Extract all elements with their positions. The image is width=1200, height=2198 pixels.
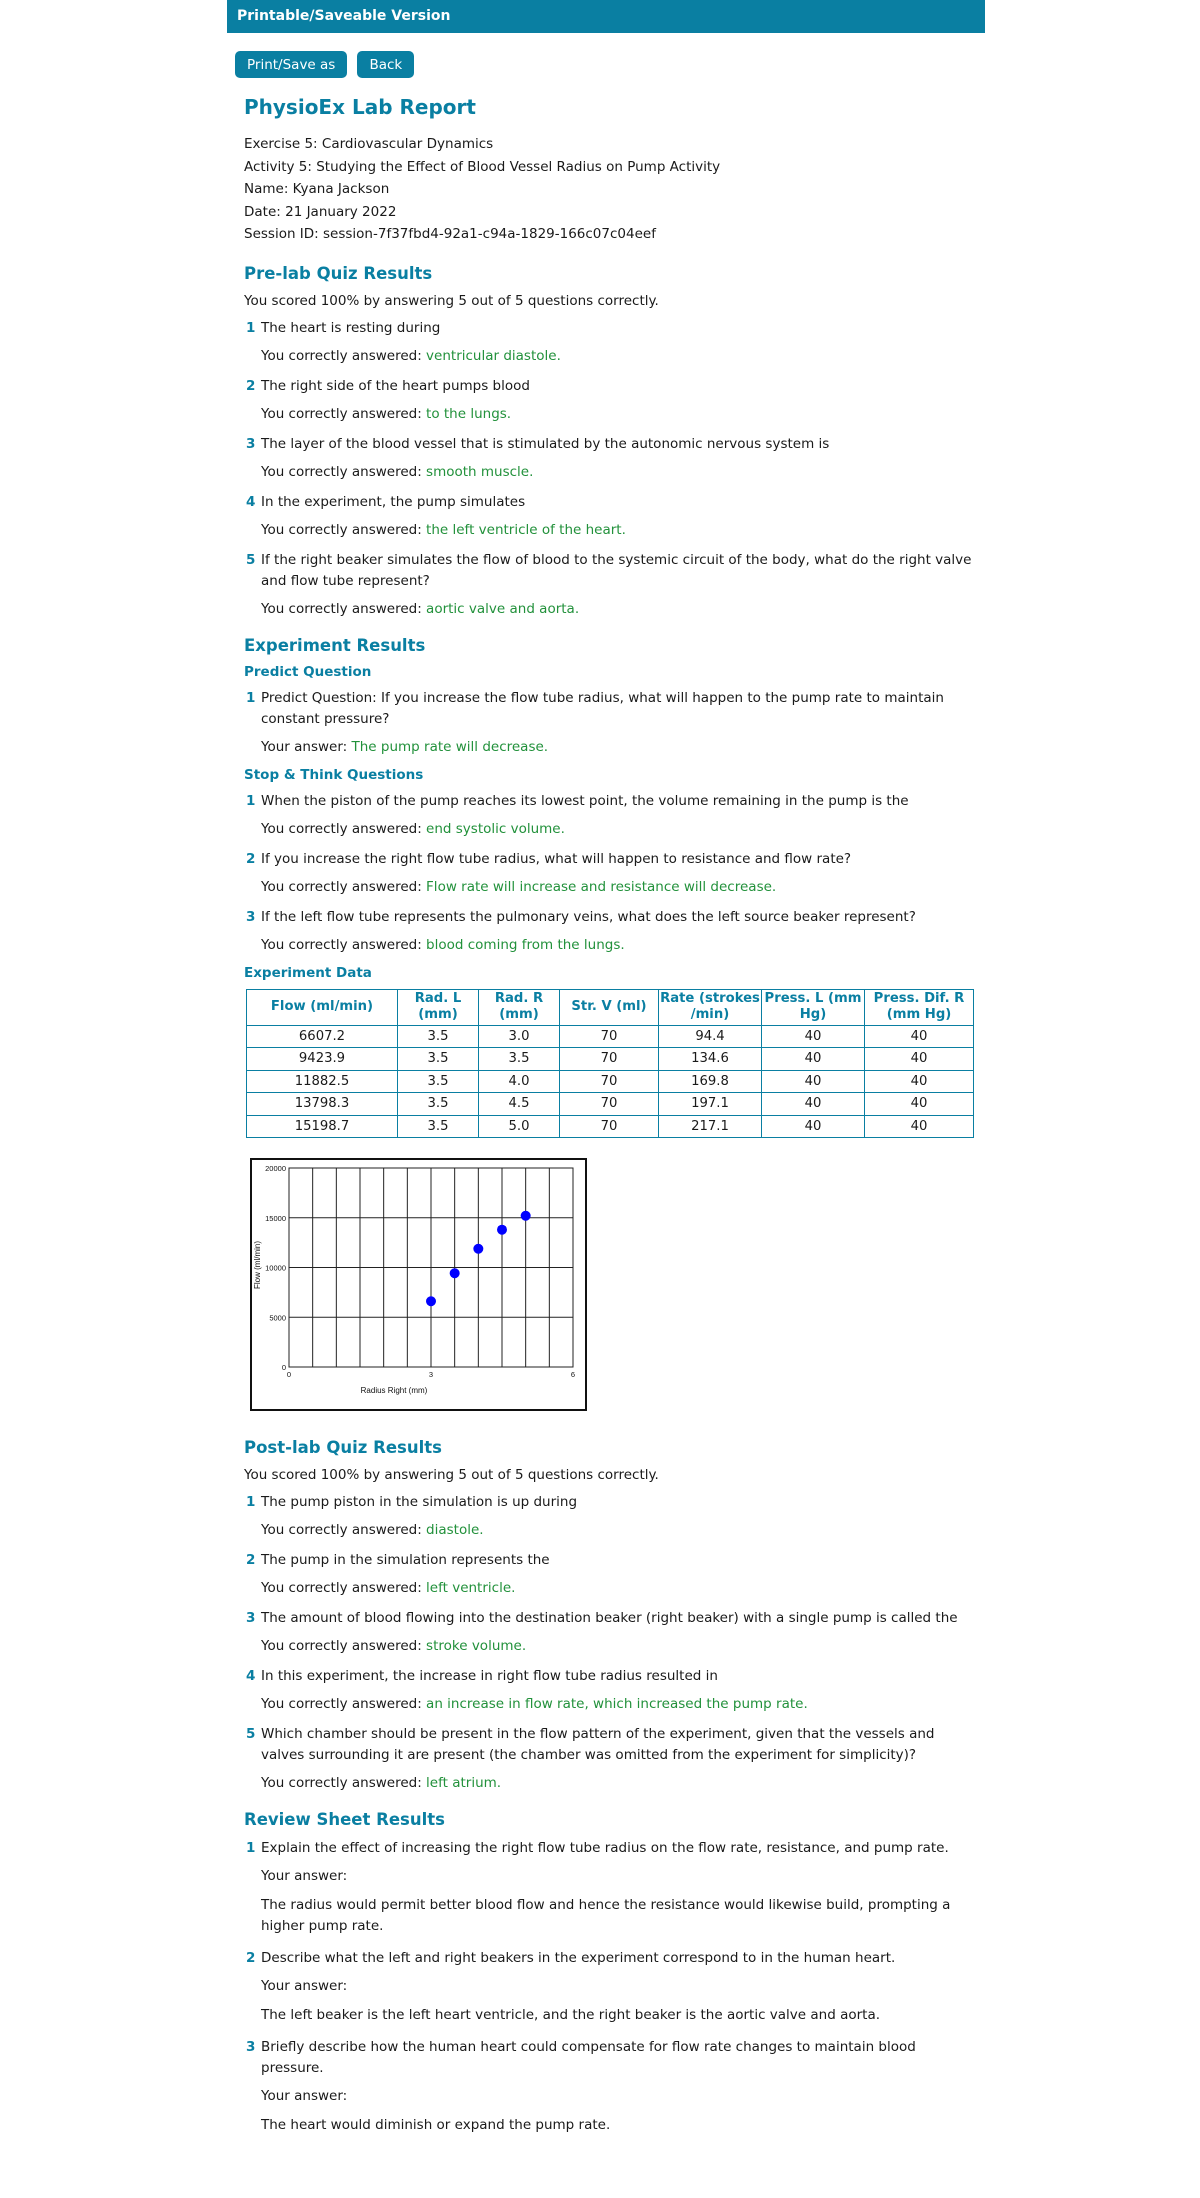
table-cell: 70 [560, 1093, 659, 1116]
answer-prefix: You correctly answered: [261, 936, 427, 953]
experiment-heading: Experiment Results [244, 635, 426, 655]
table-cell: 13798.3 [247, 1093, 398, 1116]
answer-prefix: Your answer: [261, 738, 352, 755]
answer-prefix: You correctly answered: [261, 878, 427, 895]
prelab-question [244, 492, 975, 539]
review-answer-text: The radius would permit better blood flow and hence the resistance would likewise build, prompting a higher pump rate. [261, 1897, 951, 1935]
table-cell: 40 [762, 1115, 865, 1138]
data-point [521, 1211, 531, 1221]
report-content [227, 95, 985, 2136]
table-cell: 70 [560, 1025, 659, 1048]
exercise-line: Exercise 5: Cardiovascular Dynamics [244, 136, 494, 152]
correct-answer: ventricular diastole. [426, 347, 561, 364]
answer-line [261, 600, 975, 618]
chart-canvas [252, 1160, 585, 1409]
answer-line [261, 1521, 975, 1539]
stop-think-question [244, 791, 975, 838]
table-cell: 3.5 [479, 1048, 560, 1071]
table-cell: 4.5 [479, 1093, 560, 1116]
answer-prefix: You correctly answered: [261, 521, 427, 538]
y-tick-label: 20000 [265, 1164, 286, 1174]
correct-answer: end systolic volume. [426, 820, 565, 837]
answer-prefix: You correctly answered: [261, 1580, 427, 1597]
prelab-question [244, 318, 975, 365]
question-number: 4 [246, 493, 256, 510]
table-cell: 11882.5 [247, 1070, 398, 1093]
experiment-data-table [246, 989, 974, 1139]
table-row [247, 1025, 974, 1048]
review-question [244, 2037, 975, 2136]
table-cell: 15198.7 [247, 1115, 398, 1138]
question-text: The layer of the blood vessel that is stimulated by the autonomic nervous system is [261, 435, 830, 452]
column-header: Press. L (mm Hg) [762, 989, 865, 1025]
correct-answer: blood coming from the lungs. [426, 936, 625, 953]
review-question [244, 1948, 975, 2026]
table-row [247, 1048, 974, 1071]
answer-prefix: You correctly answered: [261, 1522, 427, 1539]
column-header: Press. Dif. R (mm Hg) [865, 989, 974, 1025]
postlab-score: You scored 100% by answering 5 out of 5 questions correctly. [244, 1467, 659, 1484]
table-cell: 70 [560, 1115, 659, 1138]
question-number: 3 [246, 2039, 256, 2056]
column-header: Rad. R (mm) [479, 989, 560, 1025]
table-cell: 40 [762, 1093, 865, 1116]
question-number: 1 [246, 689, 256, 706]
question-text: Briefly describe how the human heart could compensate for flow rate changes to maintain blood pressure. [261, 2039, 916, 2077]
question-text: In this experiment, the increase in right flow tube radius resulted in [261, 1668, 718, 1685]
correct-answer: left atrium. [426, 1775, 502, 1792]
table-cell: 217.1 [659, 1115, 762, 1138]
answer-line [261, 521, 975, 539]
data-point [426, 1297, 436, 1307]
chart-y-axis-label: Flow (ml/min) [253, 1241, 262, 1290]
y-tick-label: 10000 [265, 1263, 286, 1273]
review-answer-text: The left beaker is the left heart ventricle, and the right beaker is the aortic valve and aorta. [261, 2007, 881, 2024]
question-text: In the experiment, the pump simulates [261, 493, 526, 510]
answer-prefix: You correctly answered: [261, 405, 427, 422]
question-text: Predict Question: If you increase the flow tube radius, what will happen to the pump rate to maintain constant pressure? [261, 689, 944, 727]
correct-answer: an increase in flow rate, which increased the pump rate. [426, 1696, 808, 1713]
question-text: Which chamber should be present in the flow pattern of the experiment, given that the vessels and valves surrounding it are present (the chamber was omitted from the experiment for simplicity)? [261, 1726, 935, 1764]
table-cell: 3.5 [398, 1093, 479, 1116]
question-number: 2 [246, 850, 256, 867]
answer-line [261, 1774, 975, 1792]
question-number: 3 [246, 908, 256, 925]
table-cell: 4.0 [479, 1070, 560, 1093]
postlab-question [244, 1550, 975, 1597]
answer-line [261, 936, 975, 954]
prelab-question [244, 550, 975, 618]
table-cell: 3.5 [398, 1025, 479, 1048]
table-cell: 169.8 [659, 1070, 762, 1093]
stop-think-question [244, 907, 975, 954]
question-text: If you increase the right flow tube radius, what will happen to resistance and flow rate? [261, 850, 852, 867]
postlab-question [244, 1492, 975, 1539]
postlab-heading: Post-lab Quiz Results [244, 1438, 442, 1458]
your-answer-label: Your answer: [261, 2088, 348, 2105]
answer-line [261, 878, 975, 896]
stop-think-heading: Stop & Think Questions [244, 766, 424, 783]
table-cell: 40 [865, 1070, 974, 1093]
postlab-question [244, 1724, 975, 1792]
report-page [227, 0, 985, 2136]
table-row [247, 1093, 974, 1116]
table-row [247, 1070, 974, 1093]
answer-line [261, 738, 975, 756]
question-text: The pump in the simulation represents the [261, 1552, 550, 1569]
y-tick-label: 15000 [265, 1214, 286, 1224]
report-date: Date: 21 January 2022 [244, 203, 397, 220]
answer-prefix: You correctly answered: [261, 1775, 427, 1792]
table-cell: 9423.9 [247, 1048, 398, 1071]
column-header: Str. V (ml) [560, 989, 659, 1025]
question-number: 5 [246, 551, 256, 568]
answer-prefix: You correctly answered: [261, 463, 427, 480]
review-heading: Review Sheet Results [244, 1810, 445, 1830]
printable-version-bar [227, 0, 985, 33]
question-number: 2 [246, 377, 256, 394]
correct-answer: left ventricle. [426, 1580, 516, 1597]
review-question [244, 1838, 975, 1937]
correct-answer: aortic valve and aorta. [426, 600, 580, 617]
correct-answer: to the lungs. [426, 405, 512, 422]
table-header-row [247, 989, 974, 1025]
table-cell: 40 [762, 1048, 865, 1071]
question-number: 2 [246, 1552, 256, 1569]
button-row [227, 33, 985, 78]
prelab-score: You scored 100% by answering 5 out of 5 questions correctly. [244, 292, 659, 309]
answer-line [261, 820, 975, 838]
question-number: 1 [246, 1494, 256, 1511]
printable-version-title: Printable/Saveable Version [237, 8, 451, 24]
question-number: 2 [246, 1950, 256, 1967]
table-row [247, 1115, 974, 1138]
answer-prefix: You correctly answered: [261, 1638, 427, 1655]
correct-answer: the left ventricle of the heart. [426, 521, 626, 538]
print-save-button[interactable]: Print/Save as [235, 51, 347, 78]
postlab-question-list [244, 1492, 975, 1792]
y-tick-label: 0 [281, 1363, 286, 1373]
table-cell: 6607.2 [247, 1025, 398, 1048]
your-answer-label: Your answer: [261, 1868, 348, 1885]
answer-line [261, 463, 975, 481]
table-cell: 197.1 [659, 1093, 762, 1116]
question-number: 3 [246, 1610, 256, 1627]
table-cell: 3.5 [398, 1115, 479, 1138]
answer-prefix: You correctly answered: [261, 1696, 427, 1713]
question-number: 5 [246, 1726, 256, 1743]
question-text: Explain the effect of increasing the right flow tube radius on the flow rate, resistance, and pump rate. [261, 1840, 949, 1857]
table-cell: 94.4 [659, 1025, 762, 1048]
postlab-question [244, 1608, 975, 1655]
prelab-question [244, 434, 975, 481]
question-text: The right side of the heart pumps blood [261, 377, 530, 394]
question-number: 4 [246, 1668, 256, 1685]
predicted-answer: The pump rate will decrease. [351, 738, 549, 755]
answer-line [261, 405, 975, 423]
back-button[interactable]: Back [357, 51, 414, 78]
answer-prefix: You correctly answered: [261, 347, 427, 364]
table-cell: 40 [762, 1025, 865, 1048]
question-number: 1 [246, 319, 256, 336]
table-cell: 40 [865, 1115, 974, 1138]
experiment-data-heading: Experiment Data [244, 964, 372, 981]
data-point [450, 1269, 460, 1279]
question-text: The heart is resting during [261, 319, 441, 336]
x-tick-label: 6 [570, 1370, 576, 1380]
flow-vs-radius-chart [250, 1158, 587, 1411]
answer-line [261, 1579, 975, 1597]
correct-answer: diastole. [426, 1522, 484, 1539]
table-cell: 40 [865, 1093, 974, 1116]
prelab-heading: Pre-lab Quiz Results [244, 263, 433, 283]
question-text: If the left flow tube represents the pulmonary veins, what does the left source beaker represent? [261, 908, 916, 925]
report-meta [244, 133, 975, 246]
student-name: Name: Kyana Jackson [244, 181, 390, 198]
question-number: 1 [246, 1840, 256, 1857]
correct-answer: smooth muscle. [426, 463, 534, 480]
table-cell: 40 [865, 1048, 974, 1071]
stop-think-question [244, 849, 975, 896]
table-cell: 3.5 [398, 1048, 479, 1071]
question-number: 3 [246, 435, 256, 452]
chart-grid [289, 1168, 573, 1367]
answer-prefix: You correctly answered: [261, 820, 427, 837]
answer-line [261, 1637, 975, 1655]
answer-line [261, 347, 975, 365]
question-text: Describe what the left and right beakers in the experiment correspond to in the human heart. [261, 1950, 896, 1967]
table-cell: 70 [560, 1048, 659, 1071]
report-title: PhysioEx Lab Report [244, 95, 476, 119]
table-cell: 40 [762, 1070, 865, 1093]
question-text: The amount of blood flowing into the destination beaker (right beaker) with a single pump is called the [261, 1610, 958, 1627]
question-text: When the piston of the pump reaches its lowest point, the volume remaining in the pump is the [261, 792, 909, 809]
review-answer-text: The heart would diminish or expand the pump rate. [261, 2117, 611, 2134]
answer-line [261, 1695, 975, 1713]
column-header: Rad. L (mm) [398, 989, 479, 1025]
predict-question [244, 688, 975, 756]
chart-x-axis-label: Radius Right (mm) [360, 1386, 428, 1396]
correct-answer: Flow rate will increase and resistance will decrease. [426, 878, 777, 895]
activity-line: Activity 5: Studying the Effect of Blood Vessel Radius on Pump Activity [244, 158, 721, 175]
x-tick-label: 3 [428, 1370, 434, 1380]
postlab-question [244, 1666, 975, 1713]
table-cell: 134.6 [659, 1048, 762, 1071]
column-header: Rate (strokes /min) [659, 989, 762, 1025]
data-point [497, 1225, 507, 1235]
table-cell: 3.0 [479, 1025, 560, 1048]
correct-answer: stroke volume. [426, 1638, 527, 1655]
x-tick-label: 0 [286, 1370, 292, 1380]
your-answer-label: Your answer: [261, 1978, 348, 1995]
prelab-question [244, 376, 975, 423]
table-cell: 70 [560, 1070, 659, 1093]
table-cell: 40 [865, 1025, 974, 1048]
prelab-question-list [244, 318, 975, 618]
y-tick-label: 5000 [269, 1313, 286, 1323]
question-text: The pump piston in the simulation is up during [261, 1494, 578, 1511]
answer-prefix: You correctly answered: [261, 600, 427, 617]
column-header: Flow (ml/min) [247, 989, 398, 1025]
table-cell: 5.0 [479, 1115, 560, 1138]
session-id: Session ID: session-7f37fbd4-92a1-c94a-1829-166c07c04eef [244, 226, 656, 243]
question-number: 1 [246, 792, 256, 809]
chart-ticks [265, 1164, 575, 1379]
predict-heading: Predict Question [244, 663, 372, 680]
data-point [473, 1244, 483, 1254]
question-text: If the right beaker simulates the flow of blood to the systemic circuit of the body, what do the right valve and flow tube represent? [261, 551, 972, 589]
table-cell: 3.5 [398, 1070, 479, 1093]
